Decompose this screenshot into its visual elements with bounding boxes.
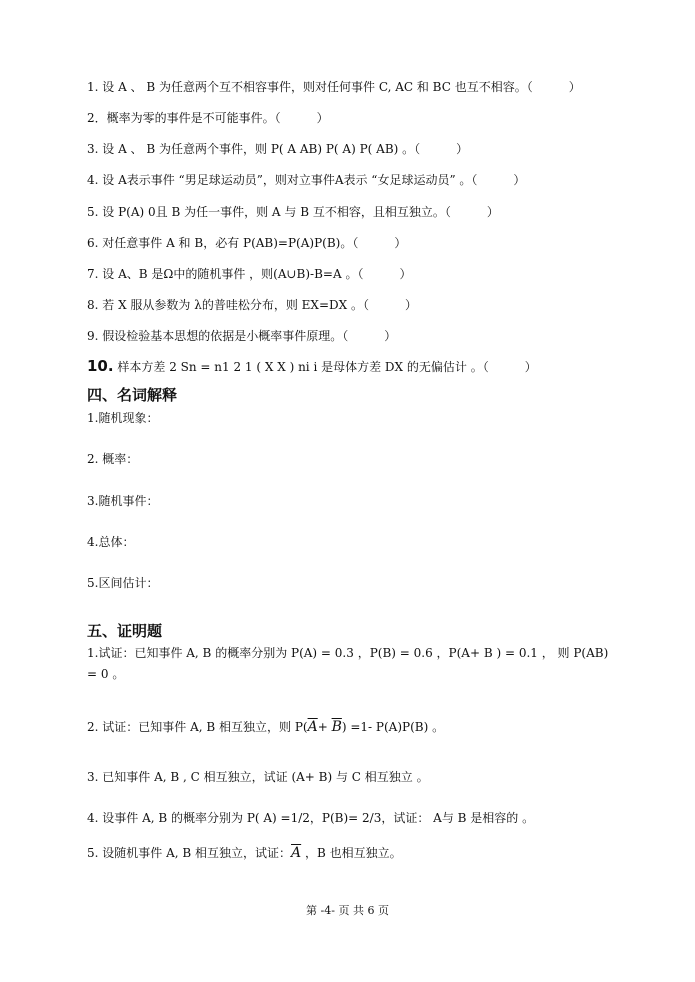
proof-4: 4. 设事件 A, B 的概率分别为 P( A) =1/2，P(B)= 2/3，试证： A与 B 是相容的 。 [87, 811, 535, 825]
judgment-item-6: 6. 对任意事件 A 和 B，必有 P(AB)=P(A)P(B)。（ ） [87, 236, 407, 250]
proof-2 [87, 719, 444, 735]
item-10-number: 10. [87, 357, 114, 375]
judgment-item-5: 5. 设 P(A) 0且 B 为任一事件，则 A 与 B 互不相容，且相互独立。（ ） [87, 205, 499, 219]
proof-2-suffix: ) =1- P(A)P(B) 。 [341, 720, 445, 734]
overline-a: $\overline{A}$ [307, 719, 318, 735]
term-item-5: 5.区间估计： [87, 576, 159, 590]
proof-1-line-2: = 0 。 [87, 667, 125, 681]
judgment-item-2: 2．概率为零的事件是不可能事件。（ ） [87, 111, 329, 125]
proof-5 [87, 845, 402, 861]
proof-3: 3. 已知事件 A, B , C 相互独立，试证 (A+ B) 与 C 相互独立 。 [87, 770, 429, 784]
page-footer: 第 -4- 页 共 6 页 [306, 904, 389, 917]
overline-b: $\overline{B}$ [331, 719, 342, 735]
overline-a: $\overline{A}$ [291, 845, 302, 861]
judgment-item-8: 8. 若 X 服从参数为 λ的普哇松分布，则 EX=DX 。（ ） [87, 298, 418, 312]
terms-heading: 四、名词解释 [87, 386, 178, 404]
term-item-2: 2. 概率： [87, 452, 139, 466]
item-10-text: 样本方差 2 Sn = n1 2 1 ( X X ) ni i 是母体方差 DX 的无偏估计 。（ ） [113, 360, 537, 374]
proof-2-prefix: 2. 试证：已知事件 A, B 相互独立，则 P( [87, 720, 308, 734]
term-item-3: 3.随机事件： [87, 494, 159, 508]
judgment-item-10 [87, 358, 537, 375]
judgment-item-9: 9. 假设检验基本思想的依据是小概率事件原理。（ ） [87, 329, 397, 343]
proofs-heading: 五、证明题 [87, 622, 163, 640]
term-item-1: 1.随机现象： [87, 411, 159, 425]
proof-5-prefix: 5. 设随机事件 A, B 相互独立，试证： [87, 846, 292, 860]
judgment-item-1: 1. 设 A 、 B 为任意两个互不相容事件，则对任何事件 C, AC 和 BC 也互不相容。（ ） [87, 80, 581, 94]
judgment-item-3: 3. 设 A 、 B 为任意两个事件，则 P( A AB) P( A) P( AB) 。（ ） [87, 142, 469, 156]
judgment-item-7: 7. 设 A、B 是Ω中的随机事件 ，则(A∪B)-B=A 。（ ） [87, 267, 412, 281]
judgment-item-4: 4. 设 A表示事件 “男足球运动员”，则对立事件A表示 “女足球运动员” 。（ ） [87, 173, 526, 187]
term-item-4: 4.总体： [87, 535, 135, 549]
proof-2-plus: + [317, 720, 332, 734]
proof-5-suffix: ，B 也相互独立。 [301, 846, 402, 860]
proof-1-line-1: 1.试证：已知事件 A, B 的概率分别为 P(A) = 0.3 ，P(B) = 0.6 ，P(A+ B ) = 0.1 ， 则 P(AB) [87, 646, 609, 660]
